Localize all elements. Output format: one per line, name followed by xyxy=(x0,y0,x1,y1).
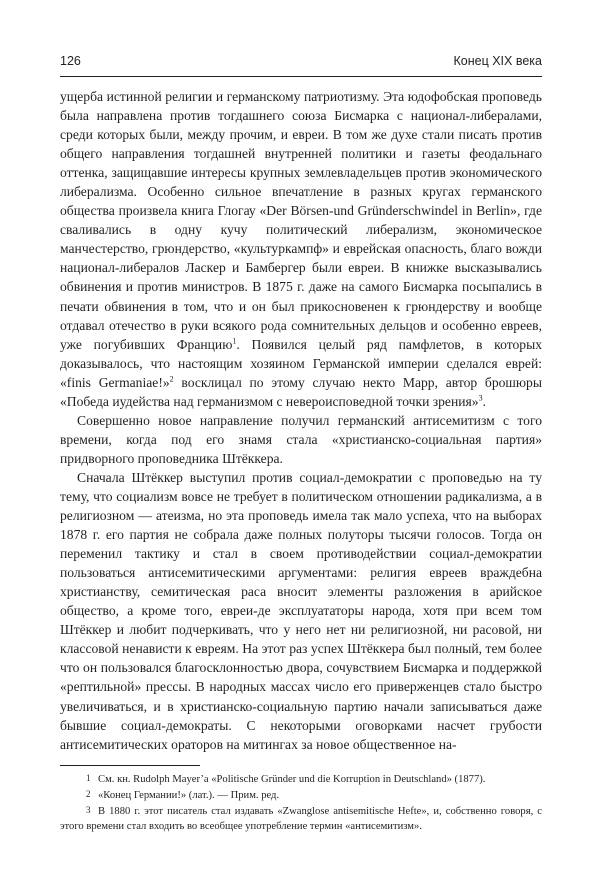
header-divider xyxy=(60,76,542,77)
running-header xyxy=(60,54,542,70)
footnote-text: См. кн. Rudolph Mayer’a «Politische Gründer und die Korruption in Deutschland» (1877). xyxy=(98,773,486,785)
footnote-number: 3 xyxy=(86,804,91,815)
footnote xyxy=(60,803,542,834)
paragraph xyxy=(60,411,542,468)
paragraph xyxy=(60,87,542,411)
page-number: 126 xyxy=(60,54,81,68)
footnote-marker: 2 xyxy=(169,374,174,384)
footnote xyxy=(60,787,542,803)
text-run: . xyxy=(482,393,486,409)
text-run: ущерба истинной религии и германскому патриотизму. Эта юдофобская проповедь была направлена против тогдашнего союза Бисмарка с национал-либералами, среди которых были, между прочим, и евреи. В том же духе стали писать против общего направления тогдашней внутренней политики и газеты феодальнаго оттенка, защищавшие интересы крупных землевладельцев против экономического либерализма. Особенно сильное впечатление в разных кругах германского общества произвела книга Глогау «Der Börsen-und Gründerschwindel in Berlin», где сваливались в одну кучу политический либерализм, экономическое манчестерство, грюндерство, «культуркампф» и еврейская опасность, благо вожди национал-либералов Ласкер и Бамбергер были евреи. В книжке высказывались обвинения и против министров. В 1875 г. даже на самого Бисмарка посыпались в печати обвинения в том, что и он был прикосновенен к грюндерству и вообще отдавал отечество в руки всякого рода сомнительных дельцов и особенно евреев, уже погубивших Францию xyxy=(60,89,542,352)
footnote-number: 2 xyxy=(86,788,91,799)
text-run: . Появился целый ряд памфлетов, в которых доказывалось, что настоящим хозяином Германской империи сделался еврей: «finis Germaniae!» xyxy=(60,336,542,390)
running-title: Конец XIX века xyxy=(453,54,542,68)
footnote-text: В 1880 г. этот писатель стал издавать «Zwanglose antisemitische Hefte», и, собственно говоря, с этого времени стал входить во всеобщее употребление термин «антисемитизм». xyxy=(60,805,542,832)
footnote-marker: 3 xyxy=(478,393,483,403)
footnote-number: 1 xyxy=(86,772,91,783)
text-run: Сначала Штёккер выступил против социал-демократии с проповедью на ту тему, что социализм вовсе не требует в политическом отношении радикализма, а в религиозном — атеизма, но эта проповедь имела так мало успеха, что на выборах 1878 г. его партия не собрала даже полных полуторы тысячи голосов. Тогда он переменил тактику и стал в своем противодействии социал-демократии пользоваться антисемитическими аргументами: религия евреев враждебна христианству, семитическая раса вносит элементы разложения в арийское общество, а кроме того, евреи-де эксплуататоры народа, хотя при всем том Штёккер и любит подчеркивать, что у него нет ни религиозной, ни расовой, ни классовой ненависти к евреям. На этот раз успех Штёккера был полный, тем более что он пользовался благосклонностью двора, сочувствием Бисмарка и поддержкой «рептильной» прессы. В народных массах число его приверженцев стало быстро увеличиваться, и в христианско-социальную партию начали записываться даже бывшие социал-демократы. С некоторыми оговорками насчет грубости антисемитических ораторов на митингах за новое общественное на- xyxy=(60,469,542,752)
footnotes xyxy=(60,771,542,834)
paragraph xyxy=(60,468,542,754)
footnote-divider xyxy=(60,765,200,766)
text-run: восклицал по этому случаю некто Марр, автор брошюры «Победа иудейства над германизмом с невероисповедной точки зрения» xyxy=(60,374,542,409)
book-page xyxy=(60,54,542,834)
footnote xyxy=(60,771,542,787)
footnote-marker: 1 xyxy=(232,336,237,346)
body-text xyxy=(60,87,542,754)
text-run: Совершенно новое направление получил германский антисемитизм с того времени, когда под его знамя стала «христианско-социальная партия» придворного проповедника Штёккера. xyxy=(60,412,542,466)
footnote-text: «Конец Германии!» (лат.). — Прим. ред. xyxy=(98,789,280,801)
